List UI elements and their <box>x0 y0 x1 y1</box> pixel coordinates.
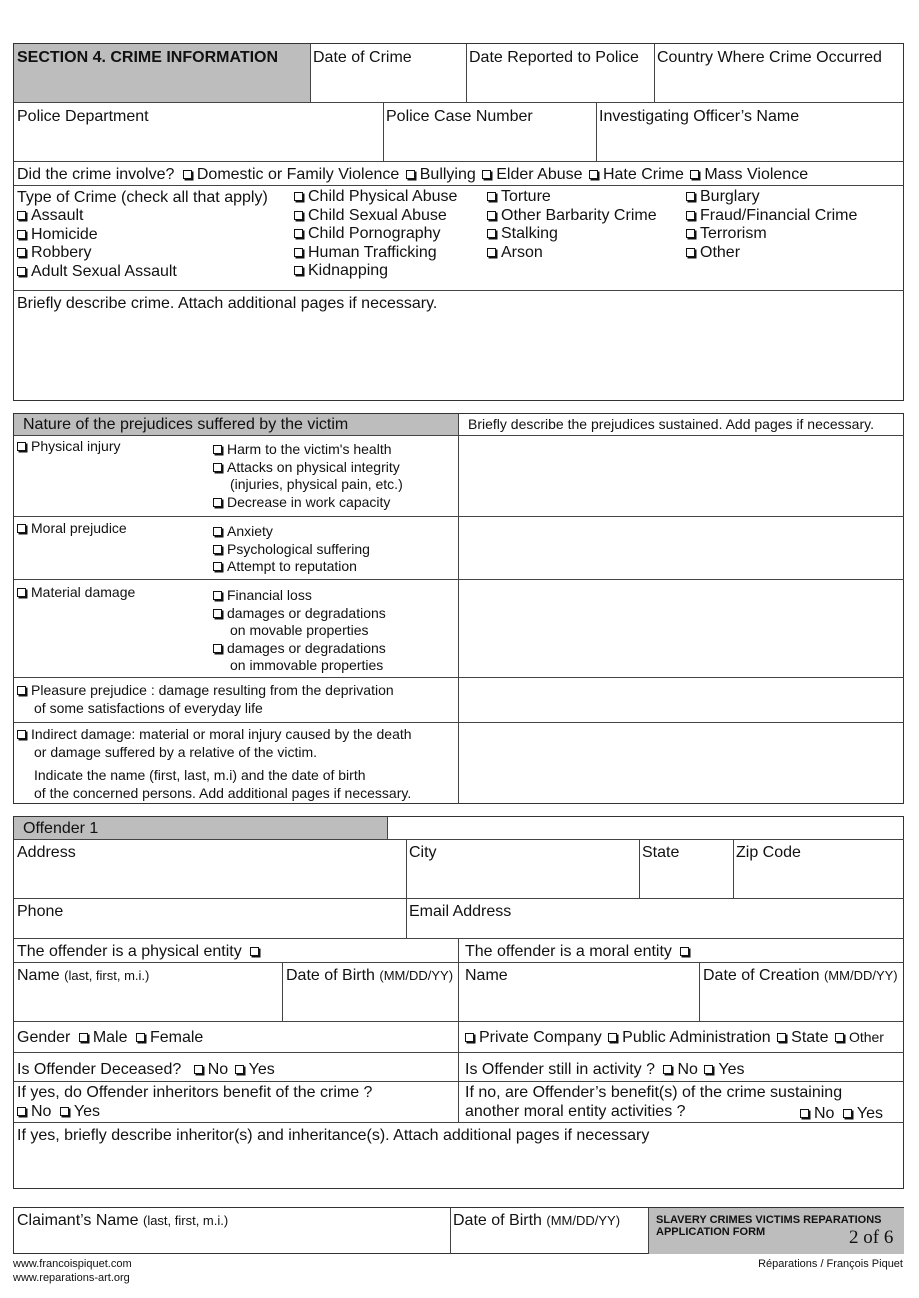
inheritors-yes-checkbox[interactable] <box>60 1107 69 1116</box>
pleasure-prejudice-checkbox[interactable] <box>17 686 26 695</box>
form-title: SLAVERY CRIMES VICTIMS REPARATIONS APPLICATION FORM <box>656 1214 882 1238</box>
moral-items: Anxiety Psychological suffering Attempt to reputation <box>213 523 370 576</box>
physical-items: Harm to the victim's health Attacks on physical integrity (injuries, physical pain, etc.) Decrease in work capacity <box>213 441 403 511</box>
child-physical-abuse-checkbox[interactable] <box>294 192 303 201</box>
indirect-damage-option[interactable]: Indirect damage: material or moral injury caused by the death or damage suffered by a relative of the victim. Indicate the name (first, last, m.i) and the date of birth of the concerned persons. Add additional pages if necessary. <box>17 726 412 802</box>
prejudices-describe-header: Briefly describe the prejudices sustained. Add pages if necessary. <box>468 416 874 432</box>
moral-entity-type-row: Private Company Public Administration State Other <box>465 1028 884 1047</box>
deceased-row: Is Offender Deceased? No Yes <box>17 1061 275 1078</box>
offender-name-field[interactable]: Name (last, first, m.i.) <box>17 967 150 984</box>
other-barbarity-checkbox[interactable] <box>487 211 496 220</box>
psychological-checkbox[interactable] <box>213 545 222 554</box>
offender-email-field[interactable]: Email Address <box>409 903 512 920</box>
claimant-name-field[interactable]: Claimant’s Name (last, first, m.i.) <box>17 1212 229 1229</box>
section-title: SECTION 4. CRIME INFORMATION <box>17 49 279 66</box>
indirect-damage-checkbox[interactable] <box>17 730 26 739</box>
describe-inheritors-field[interactable]: If yes, briefly describe inheritor(s) and inheritance(s). Attach additional pages if necessary <box>17 1127 650 1144</box>
creation-date-field[interactable]: Date of Creation (MM/DD/YY) <box>703 967 898 984</box>
bullying-checkbox[interactable] <box>406 170 415 179</box>
date-of-crime-field[interactable]: Date of Crime <box>313 49 412 66</box>
benefit-question: If no, are Offender’s benefit(s) of the crime sustaining another moral entity activities ? <box>465 1084 843 1120</box>
pleasure-prejudice-option[interactable]: Pleasure prejudice : damage resulting from the deprivation of some satisfactions of everyday life <box>17 682 394 717</box>
anxiety-checkbox[interactable] <box>213 527 222 536</box>
involve-row: Did the crime involve? Domestic or Family Violence Bullying Elder Abuse Hate Crime Mass Violence <box>17 166 809 183</box>
benefit-yes-checkbox[interactable] <box>843 1109 852 1118</box>
child-pornography-checkbox[interactable] <box>294 229 303 238</box>
offender-zip-field[interactable]: Zip Code <box>736 844 801 861</box>
torture-checkbox[interactable] <box>487 192 496 201</box>
country-field[interactable]: Country Where Crime Occurred <box>657 49 882 66</box>
immovable-damage-checkbox[interactable] <box>213 644 222 653</box>
moral-entity-checkbox[interactable] <box>680 947 689 956</box>
gender-row: Gender Male Female <box>17 1029 204 1046</box>
state-checkbox[interactable] <box>777 1033 786 1042</box>
inheritors-row: If yes, do Offender inheritors benefit of the crime ? No Yes <box>17 1084 373 1120</box>
investigating-officer-field[interactable]: Investigating Officer’s Name <box>599 108 800 125</box>
assault-checkbox[interactable] <box>17 211 26 220</box>
moral-entity-option[interactable]: The offender is a moral entity <box>465 942 694 961</box>
physical-integrity-checkbox[interactable] <box>213 463 222 472</box>
fraud-checkbox[interactable] <box>686 211 695 220</box>
types-col2: Child Physical Abuse Child Sexual Abuse Child Pornography Human Trafficking Kidnapping <box>294 188 457 281</box>
terrorism-checkbox[interactable] <box>686 229 695 238</box>
activity-no-checkbox[interactable] <box>663 1065 672 1074</box>
other-crime-checkbox[interactable] <box>686 248 695 257</box>
credit-text: Réparations / François Piquet <box>758 1258 903 1270</box>
material-damage-option[interactable]: Material damage <box>17 584 135 602</box>
types-col3: Torture Other Barbarity Crime Stalking Arson <box>487 188 657 262</box>
police-department-field[interactable]: Police Department <box>17 108 149 125</box>
physical-injury-option[interactable]: Physical injury <box>17 438 120 456</box>
types-col1: Assault Homicide Robbery Adult Sexual Assault <box>17 207 177 281</box>
offender-phone-field[interactable]: Phone <box>17 903 64 920</box>
offender-dob-field[interactable]: Date of Birth (MM/DD/YY) <box>286 967 454 984</box>
child-sexual-abuse-checkbox[interactable] <box>294 211 303 220</box>
domestic-checkbox[interactable] <box>183 170 192 179</box>
male-checkbox[interactable] <box>79 1033 88 1042</box>
date-reported-field[interactable]: Date Reported to Police <box>469 49 639 66</box>
arson-checkbox[interactable] <box>487 248 496 257</box>
types-col4: Burglary Fraud/Financial Crime Terrorism Other <box>686 188 857 262</box>
deceased-yes-checkbox[interactable] <box>235 1065 244 1074</box>
other-entity-checkbox[interactable] <box>835 1033 844 1042</box>
hate-crime-checkbox[interactable] <box>589 170 598 179</box>
stalking-checkbox[interactable] <box>487 229 496 238</box>
homicide-checkbox[interactable] <box>17 230 26 239</box>
benefit-no-checkbox[interactable] <box>800 1109 809 1118</box>
offender-city-field[interactable]: City <box>409 844 437 861</box>
police-case-number-field[interactable]: Police Case Number <box>386 108 533 125</box>
elder-abuse-checkbox[interactable] <box>482 170 491 179</box>
claimant-dob-field[interactable]: Date of Birth (MM/DD/YY) <box>453 1212 621 1229</box>
prejudices-header: Nature of the prejudices suffered by the victim <box>23 416 349 433</box>
type-of-crime-label: Type of Crime (check all that apply) <box>17 189 268 206</box>
offender-header: Offender 1 <box>23 820 99 837</box>
kidnapping-checkbox[interactable] <box>294 266 303 275</box>
private-company-checkbox[interactable] <box>465 1033 474 1042</box>
robbery-checkbox[interactable] <box>17 248 26 257</box>
deceased-no-checkbox[interactable] <box>194 1065 203 1074</box>
website-link-2[interactable]: www.reparations-art.org <box>13 1272 130 1284</box>
adult-sexual-assault-checkbox[interactable] <box>17 267 26 276</box>
moral-prejudice-option[interactable]: Moral prejudice <box>17 520 127 538</box>
reputation-checkbox[interactable] <box>213 562 222 571</box>
financial-loss-checkbox[interactable] <box>213 591 222 600</box>
human-trafficking-checkbox[interactable] <box>294 248 303 257</box>
mass-violence-checkbox[interactable] <box>690 170 699 179</box>
describe-crime-field[interactable]: Briefly describe crime. Attach additional pages if necessary. <box>17 295 438 312</box>
involve-question: Did the crime involve? <box>17 166 175 183</box>
activity-yes-checkbox[interactable] <box>704 1065 713 1074</box>
material-damage-checkbox[interactable] <box>17 588 26 597</box>
female-checkbox[interactable] <box>136 1033 145 1042</box>
work-capacity-checkbox[interactable] <box>213 498 222 507</box>
inheritors-no-checkbox[interactable] <box>17 1107 26 1116</box>
burglary-checkbox[interactable] <box>686 192 695 201</box>
page-number: 2 of 6 <box>849 1227 894 1248</box>
moral-name-field[interactable]: Name <box>465 967 508 984</box>
physical-injury-checkbox[interactable] <box>17 442 26 451</box>
website-link-1[interactable]: www.francoispiquet.com <box>13 1258 132 1270</box>
public-admin-checkbox[interactable] <box>608 1033 617 1042</box>
offender-address-field[interactable]: Address <box>17 844 76 861</box>
benefit-answer: No Yes <box>800 1104 883 1123</box>
physical-entity-option[interactable]: The offender is a physical entity <box>17 942 264 961</box>
offender-state-field[interactable]: State <box>642 844 680 861</box>
activity-row: Is Offender still in activity ? No Yes <box>465 1061 745 1078</box>
moral-prejudice-checkbox[interactable] <box>17 524 26 533</box>
material-items: Financial loss damages or degradations on movable properties damages or degradations on immovable properties <box>213 587 386 675</box>
physical-entity-checkbox[interactable] <box>250 947 259 956</box>
movable-damage-checkbox[interactable] <box>213 609 222 618</box>
health-harm-checkbox[interactable] <box>213 445 222 454</box>
